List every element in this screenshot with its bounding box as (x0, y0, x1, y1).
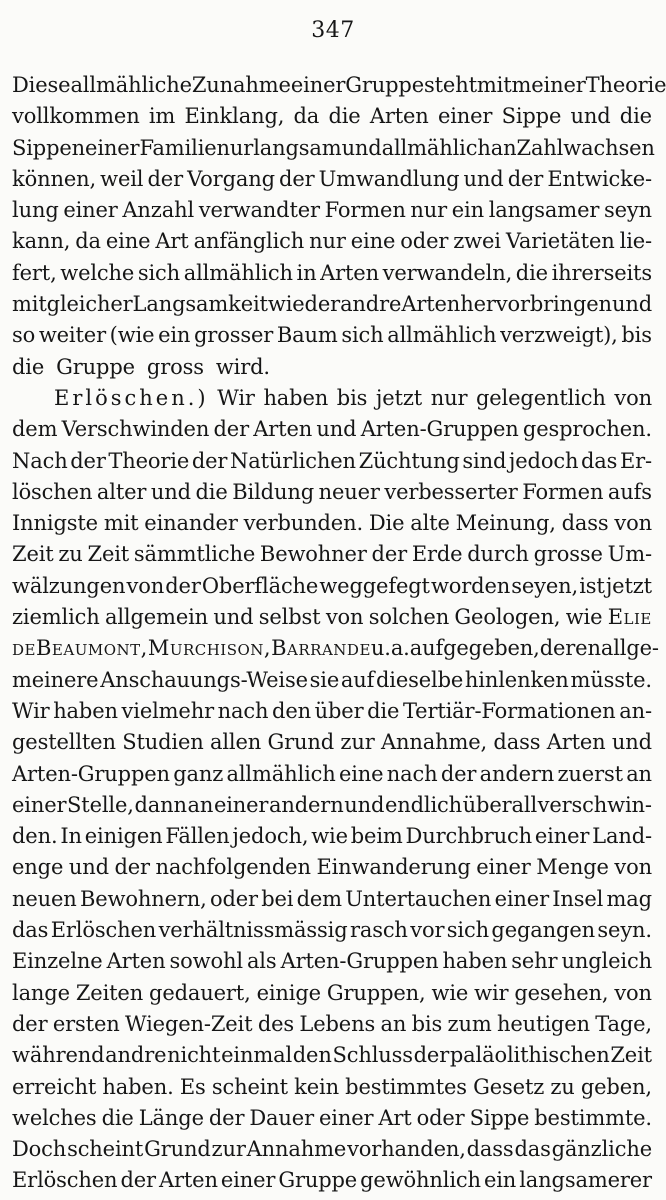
text-line: Innigste mit einander verbunden. Die alte Meinung, dass von (12, 511, 652, 536)
text-line: löschen alter und die Bildung neuer verbesserter Formen aufs (12, 479, 652, 504)
text-line: während andre nicht einmal den Schluss der paläolithischen Zeit (12, 1043, 652, 1068)
text-line: vollkommen im Einklang, da die Arten einer Sippe und die (12, 104, 652, 129)
text-line: welches die Länge der Dauer einer Art oder Sippe bestimmte. (12, 1105, 652, 1130)
text-line: Diese allmähliche Zunahme einer Gruppe steht mit meiner Theorie (12, 73, 666, 97)
text-line: Nach der Theorie der Natürlichen Züchtung sind jedoch das Er- (12, 448, 652, 473)
text-line: der ersten Wiegen-Zeit des Lebens an bis zum heutigen Tage, (12, 1011, 652, 1036)
text-line: lung einer Anzahl verwandter Formen nur ein langsamer seyn (12, 198, 652, 223)
text-line: wälzungen von der Oberfläche weggefegt worden seyen, ist jetzt (12, 573, 652, 598)
text-line: lange Zeiten gedauert, einige Gruppen, wie wir gesehen, von (12, 980, 652, 1005)
text-line: Erlöschen.) Wir haben bis jetzt nur gelegentlich von (54, 385, 652, 410)
text-line: Zeit zu Zeit sämmtliche Bewohner der Erde durch grosse Um- (12, 542, 652, 567)
text-line: Einzelne Arten sowohl als Arten-Gruppen haben sehr ungleich (12, 949, 652, 974)
text-line: so weiter (wie ein grosser Baum sich allmählich verzweigt), bis (12, 323, 652, 348)
text-line: ziemlich allgemein und selbst von solchen Geologen, wie Elie (12, 605, 652, 630)
text-line: dem Verschwinden der Arten und Arten-Gruppen gesprochen. (12, 417, 652, 442)
text-line: fert, welche sich allmählich in Arten verwandeln, die ihrerseits (12, 260, 652, 285)
text-line: enge und der nachfolgenden Einwanderung einer Menge von (12, 855, 652, 880)
text-line: können, weil der Vorgang der Umwandlung und der Entwicke- (12, 166, 652, 191)
text-line: die Gruppe gross wird. (12, 354, 270, 379)
text-line: Sippen einer Familie nur langsam und allmählich an Zahl wachsen (12, 135, 655, 160)
text-line: einer Stelle, dann an einer andern und endlich überall verschwin- (12, 792, 652, 817)
page-number: 347 (311, 18, 355, 43)
text-line: den. In einigen Fällen jedoch, wie beim Durchbruch einer Land- (12, 824, 652, 849)
text-line: neuen Bewohnern, oder bei dem Untertauchen einer Insel mag (12, 886, 652, 911)
text-line: das Erlöschen verhältnissmässig rasch vor sich gegangen seyn. (12, 918, 652, 943)
text-line: Wir haben vielmehr nach den über die Tertiär-Formationen an- (12, 698, 652, 723)
body-text (12, 70, 666, 1197)
text-line: gestellten Studien allen Grund zur Annahme, dass Arten und (12, 730, 652, 755)
text-line: Doch scheint Grund zur Annahme vorhanden, dass das gänzliche (12, 1137, 652, 1162)
text-line: de Beaumont, Murchison, Barrande u. a. aufgegeben, deren allge- (12, 636, 659, 661)
text-line: meinere Anschauungs-Weise sie auf dieselbe hinlenken müsste. (12, 667, 652, 692)
text-line: Erlöschen der Arten einer Gruppe gewöhnlich ein langsamerer (12, 1168, 652, 1193)
text-line: Arten-Gruppen ganz allmählich eine nach der andern zuerst an (12, 761, 652, 786)
text-line: mit gleicher Langsamkeit wieder andre Arten hervorbringen und (12, 292, 652, 317)
text-line: erreicht haben. Es scheint kein bestimmtes Gesetz zu geben, (12, 1074, 652, 1099)
text-line: kann, da eine Art anfänglich nur eine oder zwei Varietäten lie- (12, 229, 652, 254)
